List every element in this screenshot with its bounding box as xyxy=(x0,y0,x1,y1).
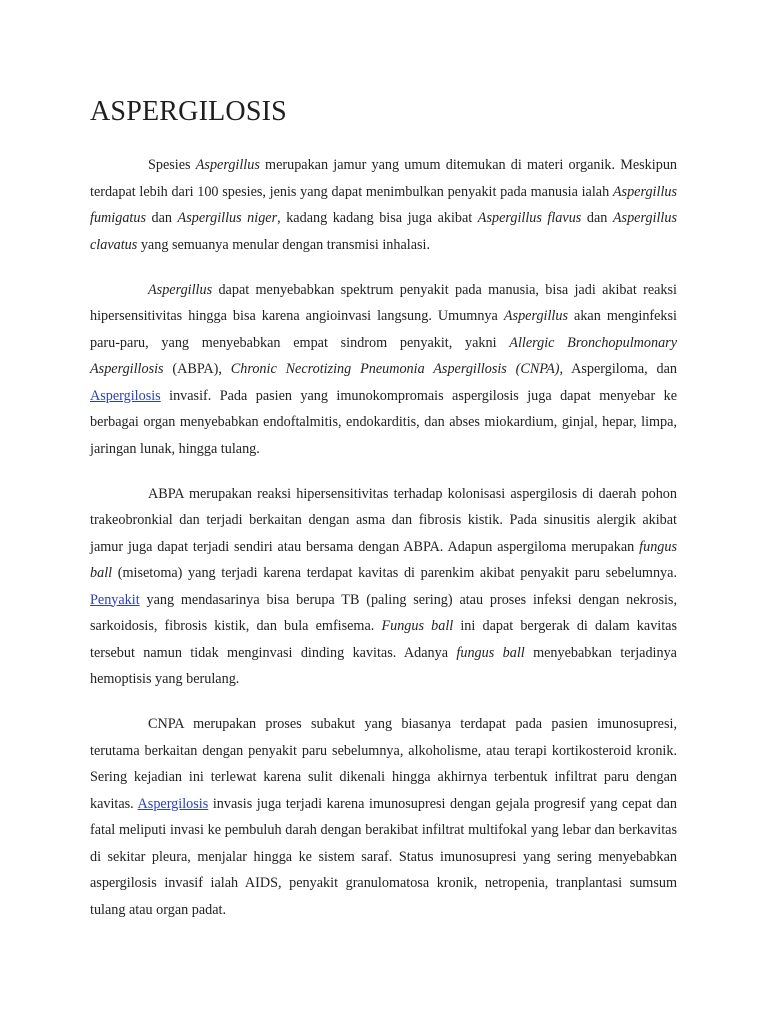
text-run: yang mendasarinya bisa berupa TB (paling sering) atau proses infeksi dengan nekrosis, sarkoidosis, fibrosis kistik, dan bula emfisema. xyxy=(90,591,677,634)
italic-term: Aspergillus fumigatus xyxy=(90,183,677,226)
penyakit-link[interactable]: Penyakit xyxy=(90,591,140,608)
italic-term: Aspergillus niger xyxy=(177,210,278,226)
text-run: dan xyxy=(581,210,613,226)
italic-term: Aspergillus clavatus xyxy=(90,210,677,253)
document-title: ASPERGILOSIS xyxy=(90,96,287,127)
italic-term: Aspergillus xyxy=(195,157,260,173)
italic-term: fungus ball xyxy=(90,538,677,581)
italic-term: Fungus ball xyxy=(381,618,454,634)
text-run: Spesies xyxy=(148,157,196,173)
italic-term: Allergic Bronchopulmonary Aspergillosis xyxy=(90,334,677,377)
text-run: CNPA merupakan proses subakut yang biasanya terdapat pada pasien imunosupresi, terutama berkaitan dengan penyakit paru sebelumnya, alkoholisme, atau terapi kortikosteroid kronik. Sering kejadian ini terlewat karena sulit dikenali hingga akhirnya terbentuk infiltrat paru dengan kavitas. xyxy=(90,716,677,812)
paragraph-cnpa xyxy=(90,711,677,923)
text-run: ABPA merupakan reaksi hipersensitivitas terhadap kolonisasi aspergilosis di daerah pohon trakeobronkial dan terjadi berkaitan dengan asma dan fibrosis kistik. Pada sinusitis alergik akibat jamur juga dapat terjadi sendiri atau bersama dengan ABPA. Adapun aspergiloma merupakan xyxy=(90,485,677,555)
italic-term: fungus ball xyxy=(456,644,525,661)
text-run: (ABPA), xyxy=(163,361,231,377)
text-run: dan xyxy=(145,210,178,226)
italic-term: Aspergillus xyxy=(148,281,213,298)
aspergilosis-link[interactable]: Aspergilosis xyxy=(90,387,161,404)
text-run: invasif. Pada pasien yang imunokompromais aspergilosis juga dapat menyebar ke berbagai organ menyebabkan endoftalmitis, endokarditis, dan abses miokardium, ginjal, hepar, limpa, jaringan lunak, hingga tulang. xyxy=(90,387,677,457)
text-run: , kadang kadang bisa juga akibat xyxy=(277,210,478,226)
italic-term: Chronic Necrotizing Pneumonia Aspergillosis (CNPA) xyxy=(230,361,560,377)
text-run: ini dapat bergerak di dalam kavitas tersebut namun tidak menginvasi dinding kavitas. Adanya xyxy=(90,618,677,661)
paragraph-abpa xyxy=(90,481,677,693)
text-run: akan menginfeksi paru-paru, yang menyebabkan empat sindrom penyakit, yakni xyxy=(90,308,677,351)
text-run: (misetoma) yang terjadi karena terdapat kavitas di parenkim akibat penyakit paru sebelumnya. xyxy=(112,565,677,581)
text-run: dapat menyebabkan spektrum penyakit pada manusia, bisa jadi akibat reaksi hipersensitivitas hingga bisa karena angioinvasi langsung. Umumnya xyxy=(90,281,677,324)
text-run: merupakan jamur yang umum ditemukan di materi organik. Meskipun terdapat lebih dari 100 spesies, jenis yang dapat menimbulkan penyakit pada manusia ialah xyxy=(90,157,678,200)
document-page xyxy=(90,94,677,942)
text-run: invasis juga terjadi karena imunosupresi dengan gejala progresif yang cepat dan fatal meliputi invasi ke pembuluh darah dengan berakibat infiltrat multifokal yang lebar dan berkavitas di sekitar pleura, menjalar hingga ke sistem saraf. Status imunosupresi yang sering menyebabkan aspergilosis invasif ialah AIDS, penyakit granulomatosa kronik, netropenia, tranplantasi sumsum tulang atau organ padat. xyxy=(90,795,678,918)
italic-term: Aspergillus xyxy=(503,308,568,324)
text-run: yang semuanya menular dengan transmisi inhalasi. xyxy=(137,236,431,253)
italic-term: Aspergillus flavus xyxy=(477,210,582,226)
text-run: menyebabkan terjadinya hemoptisis yang berulang. xyxy=(90,644,677,687)
text-run: , Aspergiloma, dan xyxy=(559,361,677,377)
paragraph-spectrum xyxy=(90,277,677,463)
aspergilosis-link-2[interactable]: Aspergilosis xyxy=(137,795,209,812)
paragraph-intro xyxy=(90,152,677,258)
